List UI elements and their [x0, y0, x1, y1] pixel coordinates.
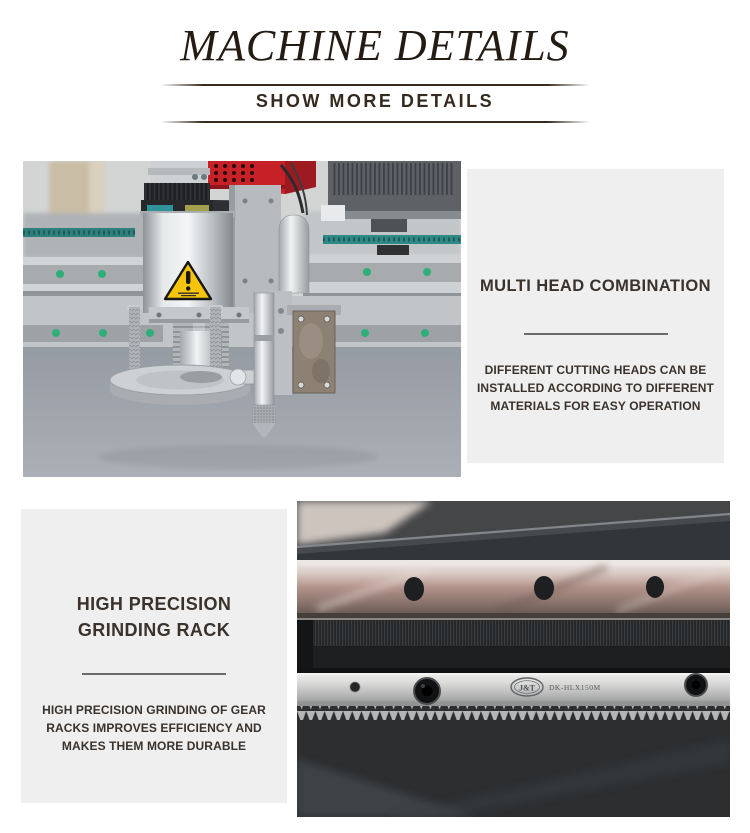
section-heading: MULTI HEAD COMBINATION	[480, 277, 711, 295]
page-subtitle: SHOW MORE DETAILS	[255, 91, 495, 111]
timing-belt-left	[23, 228, 135, 237]
description-line: HIGH PRECISION GRINDING OF GEAR	[42, 703, 266, 717]
green-dot	[98, 270, 106, 278]
page-title: MACHINE DETAILS	[180, 21, 570, 70]
green-dot	[363, 268, 371, 276]
bronze-plate	[287, 305, 341, 393]
linear-guide-rail	[297, 560, 730, 620]
section-description	[21, 701, 287, 755]
multi-head-text-panel	[467, 169, 724, 463]
spindle-flange	[149, 307, 249, 323]
rail-hole	[646, 576, 664, 598]
description-line: MAKES THEM MORE DURABLE	[61, 739, 247, 753]
rack-teeth	[297, 706, 730, 720]
heading-line: HIGH PRECISION	[76, 594, 232, 614]
grinding-rack-text-panel	[21, 509, 287, 803]
heading-line: GRINDING RACK	[77, 620, 231, 640]
gear-rack-bar	[297, 673, 730, 720]
decorative-line-top	[160, 84, 590, 86]
gear-rack-illustration	[297, 501, 730, 817]
machine-head-photo	[23, 161, 461, 477]
decorative-line-bottom	[160, 121, 590, 123]
green-dot	[56, 270, 64, 278]
description-line: INSTALLED ACCORDING TO DIFFERENT	[477, 381, 714, 395]
shadow-band	[297, 620, 730, 674]
model-engraving-text: DK-HLX150M	[549, 683, 601, 692]
gear-rack-photo	[297, 501, 730, 817]
description-line: DIFFERENT CUTTING HEADS CAN BE	[484, 363, 707, 377]
green-dot	[361, 329, 369, 337]
description-line: RACKS IMPROVES EFFICIENCY AND	[46, 721, 262, 735]
machine-head-illustration	[23, 161, 461, 477]
socket-screw	[414, 678, 440, 704]
presser-foot-disc	[110, 365, 250, 405]
rail-hole	[404, 577, 424, 601]
air-cylinder	[279, 215, 309, 293]
rail-hole	[534, 576, 554, 600]
green-dot	[52, 329, 60, 337]
description-line: MATERIALS FOR EASY OPERATION	[490, 399, 701, 413]
green-dot	[421, 329, 429, 337]
heading-divider	[82, 673, 226, 675]
vented-control-box	[321, 161, 461, 221]
section-description	[467, 361, 724, 415]
green-dot	[146, 329, 154, 337]
green-dot	[99, 329, 107, 337]
green-dot	[423, 268, 431, 276]
section-heading	[21, 591, 287, 643]
machine-base	[297, 706, 730, 817]
socket-screw	[685, 674, 707, 696]
logo-text: J&T	[519, 683, 535, 693]
heading-divider	[524, 333, 668, 335]
